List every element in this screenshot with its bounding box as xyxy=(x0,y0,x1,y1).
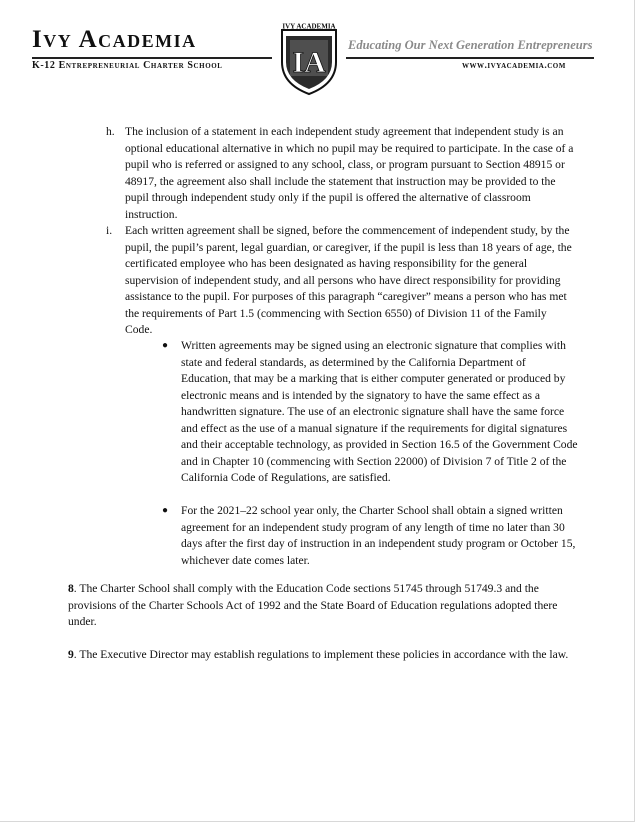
bullet-text: For the 2021–22 school year only, the Charter School shall obtain a signed written agreement for an independent study program of any length of time no later than 30 days after the first day of instruction in an independent study program or October 15, whichever date comes later. xyxy=(181,504,576,567)
bullet-icon: ● xyxy=(162,505,169,516)
crest-text: IVY ACADEMIA xyxy=(282,22,336,31)
section-text: . The Executive Director may establish regulations to implement these policies in accordance with the law. xyxy=(73,648,569,661)
school-subtitle: K-12 Entrepreneurial Charter School xyxy=(32,60,223,71)
list-marker: h. xyxy=(106,125,115,138)
header-rule-left xyxy=(32,57,272,59)
list-item-h xyxy=(106,124,576,223)
school-crest-logo xyxy=(276,22,342,96)
bullet-item xyxy=(162,338,578,487)
list-item-text: Each written agreement shall be signed, before the commencement of independent study, by the pupil, the pupil’s parent, legal guardian, or caregiver, if the pupil is less than 18 years of age, the certificated employee who has been designated as having responsibility for the general supervision of independent study, and all persons who have direct responsibility for providing assistance to the pupil. For purposes of this paragraph “caregiver” means a person who has met the requirements of Part 1.5 (commencing with Section 6550) of Division 11 of the Family Code. xyxy=(125,224,572,336)
list-item-text: The inclusion of a statement in each independent study agreement that independent study is an optional educational alternative in which no pupil may be required to participate. In the case of a pupil who is referred or assigned to any school, class, or program pursuant to Section 48915 or 48917, the agreement also shall include the statement that instruction may be provided to the pupil through independent study only if the pupil is offered the alternative of classroom instruction. xyxy=(125,125,574,221)
section-8-paragraph xyxy=(68,581,578,631)
crest-monogram: IA xyxy=(292,46,326,79)
section-text: . The Charter School shall comply with the Education Code sections 51745 through 51749.3 and the provisions of the Charter Schools Act of 1992 and the State Board of Education regulations adopted there under. xyxy=(68,582,558,628)
list-marker: i. xyxy=(106,224,113,237)
school-website: www.ivyacademia.com xyxy=(462,61,566,71)
list-item-i xyxy=(106,223,576,339)
bullet-text: Written agreements may be signed using an electronic signature that complies with state and federal standards, as determined by the California Department of Education, that may be a marking that is either computer generated or produced by electronic means and is intended by the signatory to have the same effect as a handwritten signature. The use of an electronic signature shall have the same force and effect as the use of a manual signature if the requirements for digital signatures and their acceptable technology, as provided in Section 16.5 of the Government Code and in Chapter 10 (commencing with Section 22000) of Division 7 of Title 2 of the California Code of Regulations, are satisfied. xyxy=(181,339,578,484)
school-name: Ivy Academia xyxy=(32,26,197,53)
bullet-item xyxy=(162,503,578,569)
section-number: 9 xyxy=(68,648,74,661)
header-rule-right xyxy=(346,57,594,59)
section-9-paragraph xyxy=(68,647,578,664)
school-tagline: Educating Our Next Generation Entrepreneurs xyxy=(348,38,593,52)
section-number: 8 xyxy=(68,582,74,595)
bullet-icon: ● xyxy=(162,340,169,351)
